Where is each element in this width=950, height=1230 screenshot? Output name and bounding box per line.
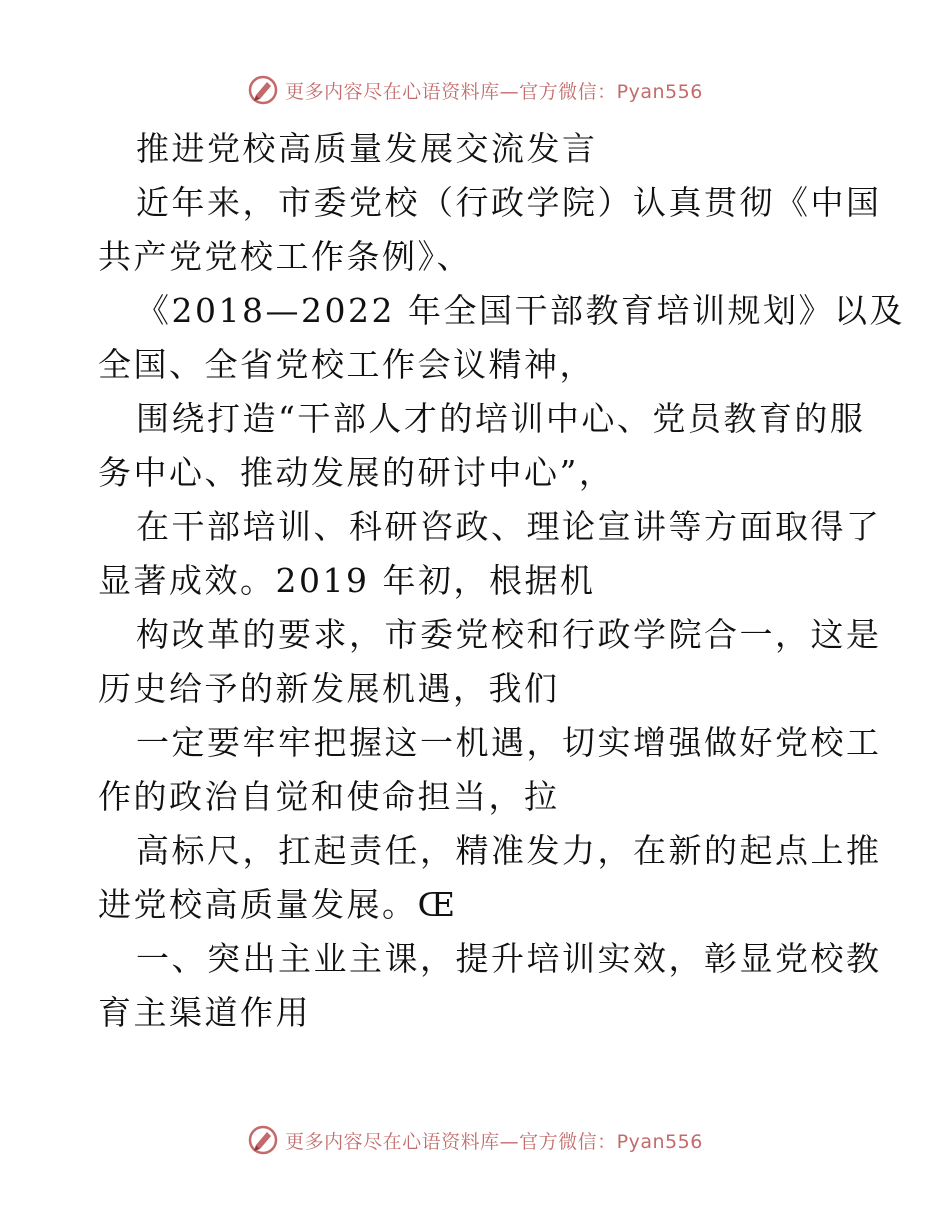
paragraph-line: 围绕打造“干部人才的培训中心、党员教育的服 (136, 399, 866, 438)
paragraph-line: 共产党党校工作条例》、 (98, 237, 472, 276)
paragraph-line: 构改革的要求，市委党校和行政学院合一，这是 (136, 615, 882, 654)
watermark-header (0, 70, 950, 110)
paragraph-line: 推进党校高质量发展交流发言 (136, 129, 598, 168)
watermark-contact: Pyan556 (616, 1130, 703, 1153)
watermark-text (285, 1127, 703, 1154)
pen-logo-icon (247, 1124, 279, 1156)
pen-logo-icon (247, 74, 279, 106)
paragraph-line: 务中心、推动发展的研讨中心”， (98, 453, 615, 492)
document-body (98, 122, 905, 1040)
watermark-text (285, 77, 703, 104)
watermark-site-text: 更多内容尽在心语资料库—官方微信： (285, 80, 617, 103)
paragraph-line: 《2018—2022 年全国干部教育培训规划》以及 (136, 291, 905, 330)
paragraph-line: 历史给予的新发展机遇，我们 (98, 669, 560, 708)
watermark-footer (0, 1120, 950, 1160)
paragraph-line: 显著成效。2019 年初，根据机 (98, 561, 596, 600)
paragraph-line: 高标尺，扛起责任，精准发力，在新的起点上推 (136, 831, 882, 870)
watermark-contact: Pyan556 (616, 80, 703, 103)
watermark-site-text: 更多内容尽在心语资料库—官方微信： (285, 1130, 617, 1153)
paragraph-line: 一、突出主业主课，提升培训实效，彰显党校教 (136, 939, 882, 978)
paragraph-line: 近年来，市委党校（行政学院）认真贯彻《中国 (136, 183, 882, 222)
paragraph-line: 进党校高质量发展。Œ (98, 885, 458, 924)
paragraph-line: 在干部培训、科研咨政、理论宣讲等方面取得了 (136, 507, 882, 546)
paragraph-line: 育主渠道作用 (98, 993, 311, 1032)
paragraph-line: 全国、全省党校工作会议精神， (98, 345, 595, 384)
paragraph-line: 作的政治自觉和使命担当，拉 (98, 777, 560, 816)
paragraph-line: 一定要牢牢把握这一机遇，切实增强做好党校工 (136, 723, 882, 762)
